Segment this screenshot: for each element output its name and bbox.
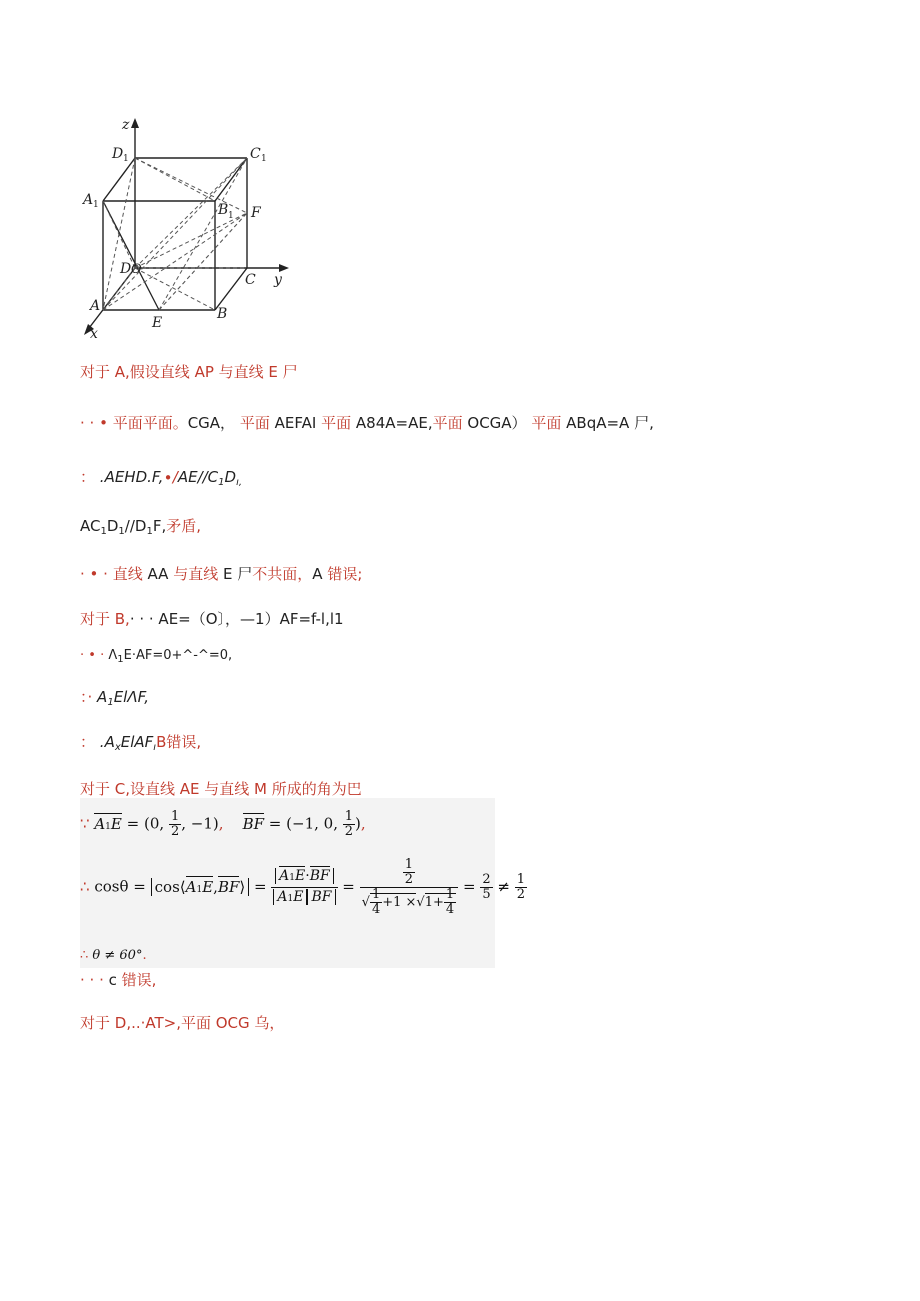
text-seg: 错误;	[327, 565, 363, 583]
label-C1-sub: 1	[261, 154, 267, 164]
text-seg: E·AF=0+^-^=0,	[123, 648, 233, 663]
line-option-a-conclusion	[80, 564, 362, 584]
frac-den: 4	[371, 902, 381, 917]
fraction-half	[403, 858, 415, 887]
text-seg: E	[293, 889, 304, 905]
label-axis-z: z	[122, 117, 130, 133]
text-sub: 1	[100, 526, 107, 537]
text-seg: 与直线	[173, 565, 219, 583]
equals-sign: =	[254, 877, 267, 896]
text-seg: A84A=AE,	[355, 414, 433, 432]
text-seg: BF	[311, 889, 332, 905]
formula-block	[80, 798, 526, 968]
fraction-dot-over-norms	[271, 867, 337, 908]
text-sub: 1	[289, 873, 296, 883]
text-seg: .A	[99, 733, 115, 751]
frac-den: 2	[404, 872, 414, 887]
frac-den: 2	[344, 824, 354, 839]
text-seg: BF	[242, 814, 265, 833]
frac-den: 5	[482, 887, 491, 902]
text-seg: ElΛF,	[113, 688, 150, 706]
comma: ,	[360, 814, 366, 833]
text-seg: 不共面，	[252, 565, 313, 583]
label-C: C	[245, 272, 256, 288]
vector-A1E	[94, 813, 122, 833]
dot: ·	[305, 868, 310, 884]
frac-den	[271, 888, 337, 908]
text-sub: 1	[117, 654, 124, 665]
frac-num: 1	[344, 809, 354, 824]
frac-num	[271, 867, 337, 888]
label-A1-sub: 1	[93, 200, 99, 210]
comma: ,	[218, 814, 224, 833]
label-D1: D	[112, 146, 124, 162]
frac-den: √ $\frac{1}{4}$ +1 ×√1+ $\frac{1}{4}$	[361, 887, 455, 917]
text-seg: ABqA=A 尸,	[566, 414, 654, 432]
label-C1: C	[250, 146, 261, 162]
text-seg: A	[279, 868, 290, 884]
formula-row-angle	[80, 948, 147, 963]
text-sub: ı	[153, 742, 157, 753]
text-sub: 1	[105, 821, 111, 832]
text-seg: 平面	[321, 414, 352, 432]
frac-den: 2	[516, 887, 526, 902]
text-seg: //D	[124, 517, 147, 535]
abs-cos: cos⟨A1E,BF⟩	[151, 878, 250, 896]
text-seg: Λ	[108, 648, 118, 663]
line-dot-product	[80, 646, 232, 670]
frac-den: 4	[445, 902, 455, 917]
text-seg: ：	[80, 468, 96, 486]
text-sub: 1	[196, 884, 203, 895]
therefore-symbol: ∴	[80, 877, 90, 896]
text-seg: E	[295, 868, 306, 884]
text-seg: B	[156, 733, 167, 751]
vector-A1E	[277, 887, 303, 905]
equals-sign: =	[462, 877, 476, 896]
label-O: O	[131, 262, 142, 277]
abs-norm-bf	[307, 889, 335, 905]
text-seg: · • ·	[80, 648, 109, 663]
text-seg: · · · AE=（O〕，—1）AF=f-l,l1	[129, 610, 344, 628]
text-seg: E 尸	[223, 565, 253, 583]
line-option-c-intro: 对于 C,设直线 AE 与直线 M 所成的角为巴	[80, 780, 362, 798]
frac-den: 2	[170, 824, 180, 839]
abs-norm-a1e	[273, 889, 307, 905]
label-B1: B	[218, 202, 229, 218]
frac-num	[360, 858, 459, 888]
text-seg: c	[108, 971, 117, 989]
fraction-half	[169, 810, 181, 839]
text-seg: D	[106, 517, 119, 535]
text-seg: E	[202, 877, 214, 896]
text-seg: 平面	[432, 414, 463, 432]
equals-sign: =	[126, 814, 140, 833]
comma: ,	[213, 877, 218, 896]
fraction-quarter	[444, 888, 456, 917]
fraction-two-fifths	[480, 873, 492, 902]
text-seg: ：	[80, 733, 96, 751]
vector-BF	[310, 866, 330, 884]
text-seg: 对于 B,	[80, 610, 130, 628]
text-sub: ı,	[236, 477, 243, 488]
text-seg: 错误,	[166, 733, 202, 751]
text-seg: E	[110, 814, 122, 833]
frac-num: 1	[404, 857, 414, 872]
line-option-b-conclusion	[80, 732, 201, 758]
cos-theta: cosθ	[94, 877, 129, 896]
line-contradiction	[80, 516, 201, 542]
fraction-half	[515, 873, 527, 902]
text-seg: ∙/	[163, 468, 178, 486]
label-D: D	[120, 261, 132, 277]
text-seg: ：·	[80, 688, 98, 706]
text-seg: , −1)	[181, 814, 219, 833]
text-seg: 矛盾,	[166, 517, 202, 535]
text-sub: 1	[287, 894, 294, 904]
abs-dot	[275, 868, 334, 884]
line-option-c-conclusion	[80, 970, 156, 990]
text-seg: .AEHD.F,	[99, 468, 164, 486]
vector-A1E	[279, 866, 305, 884]
therefore-symbol: ∴	[80, 948, 89, 963]
text-seg: AE//C	[177, 468, 219, 486]
formula-row-vectors	[80, 810, 366, 839]
text-sub: x	[114, 742, 121, 753]
line-perpendicular-1	[80, 687, 149, 713]
vector-BF	[311, 887, 331, 905]
label-B: B	[217, 306, 228, 322]
equals-sign: =	[133, 877, 146, 896]
line-parallel-1	[80, 467, 242, 493]
sqrt-body	[424, 887, 456, 917]
text-seg: OCGA）	[467, 414, 527, 432]
label-F: F	[251, 205, 261, 221]
vector-A1E	[186, 876, 214, 896]
line-option-b-intro	[80, 609, 344, 629]
equals-sign: =	[268, 814, 282, 833]
vector-BF	[218, 876, 239, 896]
text-seg: A	[97, 688, 108, 706]
text-seg: 错误,	[121, 971, 157, 989]
text-seg: · · • 平面平面。	[80, 414, 188, 432]
text-seg: · • · 直线	[80, 565, 143, 583]
text-seg: CGA，	[187, 414, 236, 432]
fraction-half	[343, 810, 355, 839]
text-seg: (−1, 0,	[286, 814, 343, 833]
text-seg: )	[355, 814, 361, 833]
cos-word: cos	[154, 877, 180, 896]
vector-BF	[243, 813, 264, 833]
cube-figure	[80, 116, 292, 340]
text-seg: +1 ×	[382, 895, 417, 910]
text-seg: A	[312, 565, 323, 583]
line-option-d-intro: 对于 D,..·AT>,平面 OCG 乌，	[80, 1014, 285, 1032]
frac-num: 1	[445, 887, 455, 902]
text-sub: 1	[118, 526, 125, 537]
text-seg: 平面	[531, 414, 562, 432]
label-B1-sub: 1	[228, 211, 234, 221]
text-seg: (0,	[144, 814, 169, 833]
text-seg: ElAF	[120, 733, 154, 751]
fraction-evaluated	[360, 858, 459, 917]
text-seg: 平面	[239, 414, 270, 432]
fraction-quarter	[370, 888, 382, 917]
frac-num: 1	[170, 809, 180, 824]
text-seg: BF	[217, 877, 240, 896]
equals-sign: =	[342, 877, 355, 896]
text-seg: BF	[309, 868, 330, 884]
text-sub: 1	[107, 697, 114, 708]
line-option-a-intro: 对于 A,假设直线 AP 与直线 E 尸	[80, 363, 298, 381]
text-seg: A	[94, 814, 106, 833]
because-symbol: ∵	[80, 814, 90, 833]
label-E: E	[152, 315, 163, 331]
text-seg: AEFAI	[274, 414, 317, 432]
frac-num: 1	[516, 872, 526, 887]
text-seg: · · ·	[80, 971, 109, 989]
label-axis-y: y	[274, 272, 282, 288]
text-seg: D	[224, 468, 237, 486]
frac-num: 1	[371, 887, 381, 902]
label-axis-x: x	[90, 326, 98, 340]
text-seg: AC	[80, 517, 101, 535]
theta-not-60: θ ≠ 60°	[92, 948, 143, 963]
text-seg: AA	[147, 565, 169, 583]
text-seg: A	[185, 877, 197, 896]
line-plane-relations	[80, 413, 654, 433]
label-A: A	[90, 298, 101, 314]
label-A1: A	[83, 192, 94, 208]
frac-num: 2	[482, 872, 491, 887]
label-D1-sub: 1	[123, 154, 129, 164]
not-equal-sign: ≠	[497, 877, 510, 896]
text-seg: A	[277, 889, 288, 905]
text-seg: 1+	[424, 895, 444, 910]
text-seg: F,	[152, 517, 167, 535]
cube-diagram	[80, 116, 292, 340]
period: .	[142, 948, 147, 963]
text-sub: 1	[218, 477, 225, 488]
text-sub: 1	[146, 526, 153, 537]
formula-row-cosine	[80, 858, 527, 917]
